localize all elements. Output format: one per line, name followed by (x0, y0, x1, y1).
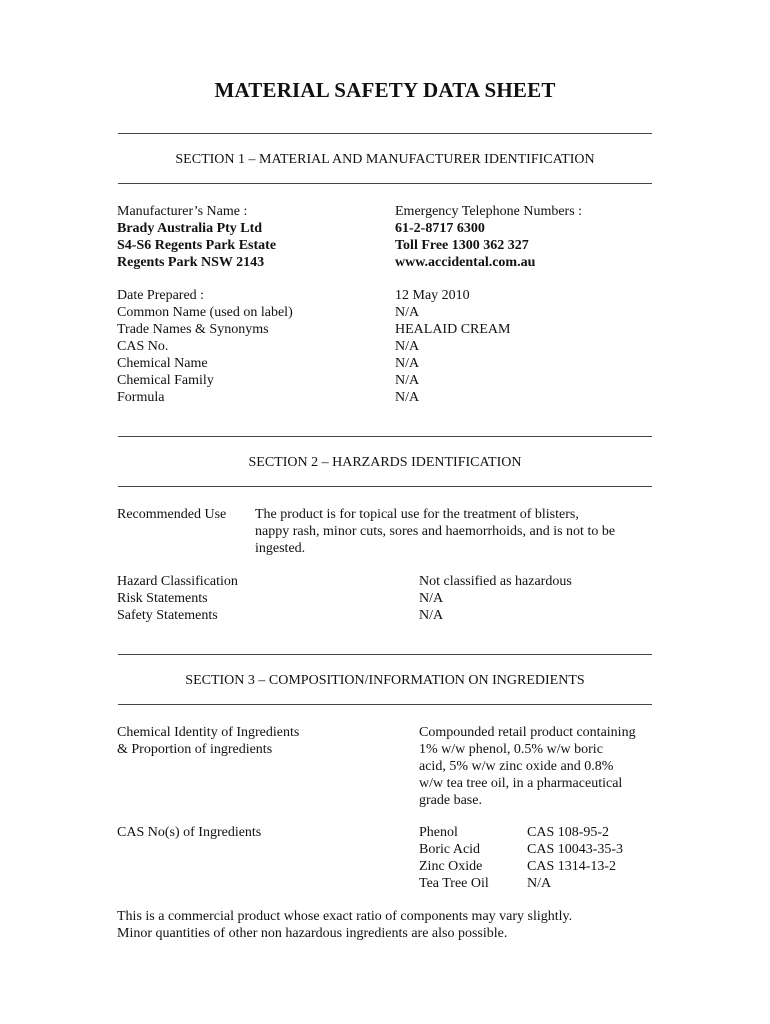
note-line: This is a commercial product whose exact ratio of components may vary slightly. (117, 909, 573, 924)
section2-field-values (419, 573, 572, 624)
identity-line: Chemical Identity of Ingredients (117, 725, 300, 740)
chemical-identity-label (117, 724, 299, 758)
composition-text (419, 724, 636, 809)
field-label: Formula (117, 390, 165, 405)
field-label: Risk Statements (117, 591, 208, 606)
divider (118, 486, 652, 487)
composition-line: grade base. (419, 793, 482, 808)
composition-note (117, 908, 572, 942)
recommended-use-label: Recommended Use (117, 507, 227, 522)
field-label: Chemical Name (117, 356, 208, 371)
section2-heading: SECTION 2 – HARZARDS IDENTIFICATION (248, 455, 522, 470)
field-value: N/A (395, 373, 420, 388)
ingredient-cas: CAS 10043-35-3 (527, 842, 624, 857)
divider (118, 436, 652, 437)
divider (118, 183, 652, 184)
field-label: Date Prepared : (117, 288, 205, 303)
emergency-line: www.accidental.com.au (395, 255, 536, 270)
note-line: Minor quantities of other non hazardous ingredients are also possible. (117, 926, 508, 941)
cas-ingredients-label: CAS No(s) of Ingredients (117, 825, 262, 840)
section3-heading: SECTION 3 – COMPOSITION/INFORMATION ON INGREDIENTS (185, 673, 585, 688)
identity-line: & Proportion of ingredients (117, 742, 273, 757)
field-value: N/A (419, 608, 444, 623)
manufacturer-line: S4-S6 Regents Park Estate (117, 238, 277, 253)
ingredient-names (419, 824, 489, 892)
ingredient-name: Phenol (419, 825, 458, 840)
field-label: Common Name (used on label) (117, 305, 293, 320)
ingredient-cas-numbers (527, 824, 623, 892)
emergency-block (395, 203, 582, 271)
ingredient-name: Tea Tree Oil (419, 876, 489, 891)
field-value: 12 May 2010 (395, 288, 470, 303)
document-title: MATERIAL SAFETY DATA SHEET (214, 78, 556, 102)
field-value: Not classified as hazardous (419, 574, 572, 589)
section1-field-values (395, 287, 511, 406)
manufacturer-block (117, 203, 276, 271)
emergency-label: Emergency Telephone Numbers : (395, 204, 583, 219)
field-label: CAS No. (117, 339, 169, 354)
manufacturer-line: Regents Park NSW 2143 (117, 255, 265, 270)
ingredient-name: Zinc Oxide (419, 859, 483, 874)
emergency-line: Toll Free 1300 362 327 (395, 238, 529, 253)
divider (118, 133, 652, 134)
field-value: HEALAID CREAM (395, 322, 511, 337)
field-value: N/A (395, 356, 420, 371)
manufacturer-line: Brady Australia Pty Ltd (117, 221, 263, 236)
ingredient-name: Boric Acid (419, 842, 481, 857)
field-label: Safety Statements (117, 608, 218, 623)
section2-field-labels (117, 573, 238, 624)
emergency-line: 61-2-8717 6300 (395, 221, 485, 236)
recommended-use-line: nappy rash, minor cuts, sores and haemorrhoids, and is not to be (255, 524, 616, 539)
recommended-use-line: The product is for topical use for the treatment of blisters, (255, 507, 579, 522)
ingredient-cas: N/A (527, 876, 552, 891)
manufacturer-label: Manufacturer’s Name : (117, 204, 248, 219)
composition-line: acid, 5% w/w zinc oxide and 0.8% (419, 759, 614, 774)
section1-heading: SECTION 1 – MATERIAL AND MANUFACTURER IDENTIFICATION (175, 152, 595, 167)
field-value: N/A (395, 339, 420, 354)
composition-line: Compounded retail product containing (419, 725, 636, 740)
field-value: N/A (419, 591, 444, 606)
field-value: N/A (395, 390, 420, 405)
field-label: Hazard Classification (117, 574, 238, 589)
section1-field-labels (117, 287, 293, 406)
field-value: N/A (395, 305, 420, 320)
composition-line: w/w tea tree oil, in a pharmaceutical (419, 776, 623, 791)
recommended-use-text (255, 506, 615, 557)
field-label: Trade Names & Synonyms (117, 322, 269, 337)
field-label: Chemical Family (117, 373, 214, 388)
composition-line: 1% w/w phenol, 0.5% w/w boric (419, 742, 603, 757)
divider (118, 654, 652, 655)
ingredient-cas: CAS 108-95-2 (527, 825, 610, 840)
recommended-use-line: ingested. (255, 541, 306, 556)
ingredient-cas: CAS 1314-13-2 (527, 859, 617, 874)
divider (118, 704, 652, 705)
